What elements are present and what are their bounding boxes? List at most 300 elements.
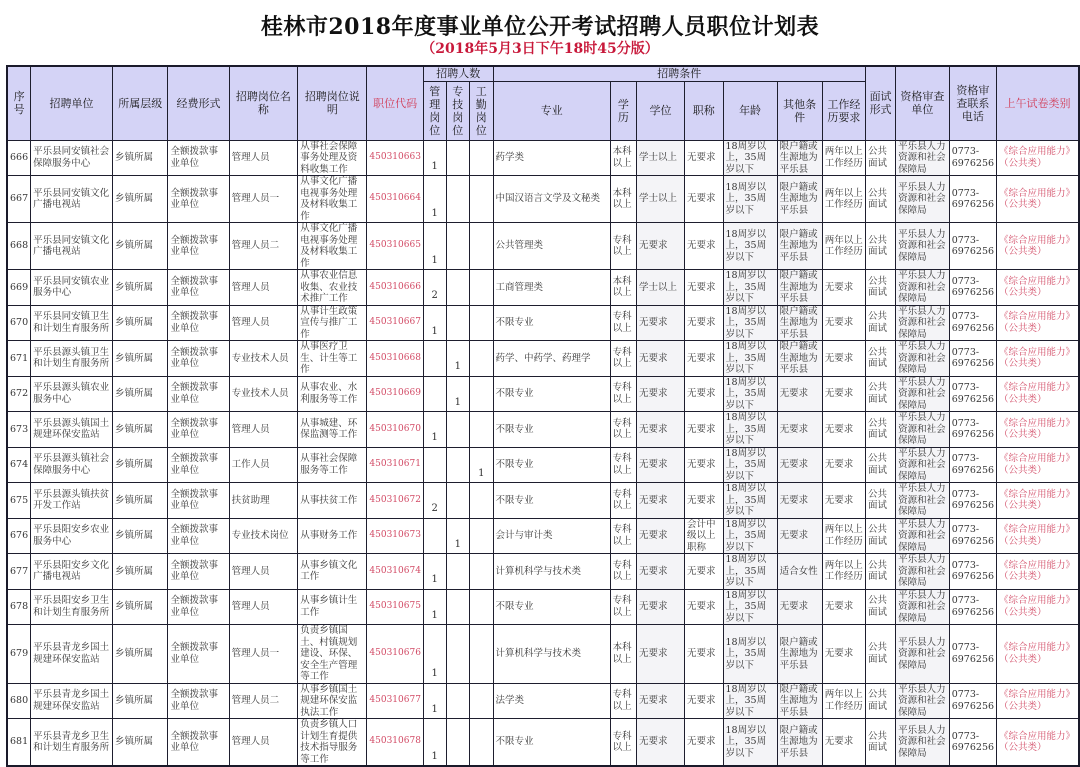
cell-level: 乡镇所属: [112, 518, 167, 554]
cell-degree: 无要求: [636, 447, 684, 483]
cell-age: 18周岁以上，35周岁以下: [723, 554, 777, 590]
cell-unit: 平乐县青龙乡国土规建环保安监站: [31, 683, 113, 719]
cell-labor: [470, 589, 494, 625]
cell-exam-type: 《综合应用能力》（公共类）: [997, 270, 1079, 306]
cell-post-desc: 从事乡镇国土规建环保安监执法工作: [298, 683, 367, 719]
cell-labor: [470, 518, 494, 554]
table-row: [7, 483, 1079, 519]
cell-index: 672: [7, 376, 31, 412]
cell-title-req: 无要求: [684, 376, 723, 412]
cell-education: 专科以上: [610, 554, 636, 590]
cell-funding: 全额拨款事业单位: [168, 683, 229, 719]
cell-education: 本科以上: [610, 176, 636, 223]
cell-funding: 全额拨款事业单位: [168, 719, 229, 767]
cell-unit: 平乐县源头镇卫生和计划生育服务所: [31, 341, 113, 377]
cell-age: 18周岁以上，35周岁以下: [723, 140, 777, 176]
cell-funding: 全额拨款事业单位: [168, 554, 229, 590]
cell-funding: 全额拨款事业单位: [168, 589, 229, 625]
header-post-code: 职位代码: [367, 66, 424, 140]
cell-post-name: 工作人员: [229, 447, 298, 483]
cell-unit: 平乐县源头镇农业服务中心: [31, 376, 113, 412]
cell-review-phone: 0773-6976256: [949, 140, 996, 176]
cell-tech: 1: [446, 518, 470, 554]
cell-labor: [470, 719, 494, 767]
cell-review-unit: 平乐县人力资源和社会保障局: [896, 447, 950, 483]
cell-experience: 无要求: [822, 270, 865, 306]
cell-interview: 公共面试: [866, 305, 896, 341]
cell-level: 乡镇所属: [112, 305, 167, 341]
cell-level: 乡镇所属: [112, 140, 167, 176]
cell-other: 限户籍或生源地为平乐县: [777, 683, 822, 719]
cell-index: 677: [7, 554, 31, 590]
cell-review-unit: 平乐县人力资源和社会保障局: [896, 554, 950, 590]
cell-index: 675: [7, 483, 31, 519]
cell-post-desc: 从事乡镇文化工作: [298, 554, 367, 590]
cell-post-name: 专业技术人员: [229, 376, 298, 412]
cell-mgmt: 1: [423, 140, 446, 176]
cell-post-code: 450310666: [367, 270, 424, 306]
cell-exam-type: 《综合应用能力》（公共类）: [997, 719, 1079, 767]
cell-education: 专科以上: [610, 719, 636, 767]
header-review-unit: 资格审查单位: [896, 66, 950, 140]
cell-education: 专科以上: [610, 412, 636, 448]
cell-mgmt: [423, 447, 446, 483]
header-age: 年龄: [723, 81, 777, 140]
cell-review-unit: 平乐县人力资源和社会保障局: [896, 683, 950, 719]
cell-mgmt: 1: [423, 223, 446, 270]
table-row: [7, 625, 1079, 684]
cell-mgmt: [423, 341, 446, 377]
cell-mgmt: [423, 376, 446, 412]
cell-funding: 全额拨款事业单位: [168, 270, 229, 306]
cell-other: 限户籍或生源地为平乐县: [777, 305, 822, 341]
cell-level: 乡镇所属: [112, 412, 167, 448]
header-title-req: 职称: [684, 81, 723, 140]
header-major: 专业: [493, 81, 610, 140]
cell-age: 18周岁以上，35周岁以下: [723, 341, 777, 377]
table-row: [7, 719, 1079, 767]
cell-other: 无要求: [777, 518, 822, 554]
cell-major: 不限专业: [493, 483, 610, 519]
cell-age: 18周岁以上，35周岁以下: [723, 483, 777, 519]
cell-education: 专科以上: [610, 305, 636, 341]
cell-post-code: 450310665: [367, 223, 424, 270]
cell-degree: 无要求: [636, 589, 684, 625]
cell-post-name: 管理人员二: [229, 683, 298, 719]
cell-tech: [446, 223, 470, 270]
cell-labor: [470, 341, 494, 377]
cell-tech: [446, 483, 470, 519]
cell-exam-type: 《综合应用能力》（公共类）: [997, 683, 1079, 719]
cell-post-code: 450310668: [367, 341, 424, 377]
cell-age: 18周岁以上，35周岁以下: [723, 683, 777, 719]
cell-age: 18周岁以上，35周岁以下: [723, 719, 777, 767]
cell-post-desc: 从事财务工作: [298, 518, 367, 554]
header-exam-type: 上午试卷类别: [997, 66, 1079, 140]
cell-other: 无要求: [777, 447, 822, 483]
cell-tech: [446, 412, 470, 448]
cell-labor: [470, 625, 494, 684]
header-level: 所属层级: [112, 66, 167, 140]
cell-index: 667: [7, 176, 31, 223]
cell-exam-type: 《综合应用能力》（公共类）: [997, 518, 1079, 554]
cell-review-unit: 平乐县人力资源和社会保障局: [896, 376, 950, 412]
cell-experience: 两年以上工作经历: [822, 554, 865, 590]
cell-mgmt: 1: [423, 625, 446, 684]
cell-tech: [446, 625, 470, 684]
cell-major: 法学类: [493, 683, 610, 719]
cell-review-phone: 0773-6976256: [949, 447, 996, 483]
header-interview: 面试形式: [866, 66, 896, 140]
cell-review-phone: 0773-6976256: [949, 518, 996, 554]
cell-major: 公共管理类: [493, 223, 610, 270]
cell-experience: 无要求: [822, 719, 865, 767]
cell-interview: 公共面试: [866, 518, 896, 554]
cell-post-desc: 从事计生政策宣传与推广工作: [298, 305, 367, 341]
header-experience: 工作经历要求: [822, 81, 865, 140]
cell-labor: [470, 683, 494, 719]
cell-interview: 公共面试: [866, 589, 896, 625]
cell-unit: 平乐县同安镇社会保障服务中心: [31, 140, 113, 176]
cell-post-name: 管理人员: [229, 719, 298, 767]
cell-funding: 全额拨款事业单位: [168, 376, 229, 412]
cell-exam-type: 《综合应用能力》（公共类）: [997, 223, 1079, 270]
table-row: [7, 270, 1079, 306]
cell-interview: 公共面试: [866, 683, 896, 719]
cell-review-unit: 平乐县人力资源和社会保障局: [896, 589, 950, 625]
cell-education: 本科以上: [610, 270, 636, 306]
cell-mgmt: 1: [423, 176, 446, 223]
cell-other: 限户籍或生源地为平乐县: [777, 140, 822, 176]
cell-post-code: 450310667: [367, 305, 424, 341]
cell-funding: 全额拨款事业单位: [168, 341, 229, 377]
cell-experience: 无要求: [822, 412, 865, 448]
cell-labor: [470, 376, 494, 412]
cell-post-code: 450310677: [367, 683, 424, 719]
cell-tech: [446, 270, 470, 306]
cell-post-code: 450310670: [367, 412, 424, 448]
cell-interview: 公共面试: [866, 140, 896, 176]
cell-degree: 无要求: [636, 341, 684, 377]
table-row: [7, 376, 1079, 412]
cell-unit: 平乐县同安镇文化广播电视站: [31, 176, 113, 223]
cell-education: 专科以上: [610, 376, 636, 412]
cell-mgmt: 1: [423, 554, 446, 590]
cell-funding: 全额拨款事业单位: [168, 483, 229, 519]
cell-unit: 平乐县阳安乡文化广播电视站: [31, 554, 113, 590]
table-row: [7, 554, 1079, 590]
cell-major: 不限专业: [493, 412, 610, 448]
cell-index: 674: [7, 447, 31, 483]
cell-review-unit: 平乐县人力资源和社会保障局: [896, 176, 950, 223]
cell-review-phone: 0773-6976256: [949, 625, 996, 684]
cell-title-req: 无要求: [684, 341, 723, 377]
table-row: [7, 589, 1079, 625]
cell-education: 本科以上: [610, 140, 636, 176]
table-row: [7, 176, 1079, 223]
cell-labor: [470, 270, 494, 306]
table-row: [7, 305, 1079, 341]
cell-tech: [446, 554, 470, 590]
cell-unit: 平乐县青龙乡国土规建环保安监站: [31, 625, 113, 684]
header-headcount-group: 招聘人数: [423, 66, 493, 81]
cell-mgmt: 2: [423, 270, 446, 306]
cell-other: 适合女性: [777, 554, 822, 590]
cell-review-phone: 0773-6976256: [949, 412, 996, 448]
cell-education: 专科以上: [610, 589, 636, 625]
cell-level: 乡镇所属: [112, 554, 167, 590]
cell-funding: 全额拨款事业单位: [168, 447, 229, 483]
cell-index: 679: [7, 625, 31, 684]
header-unit: 招聘单位: [31, 66, 113, 140]
table-row: [7, 683, 1079, 719]
cell-tech: 1: [446, 341, 470, 377]
cell-tech: [446, 589, 470, 625]
cell-age: 18周岁以上，35周岁以下: [723, 305, 777, 341]
header-review-phone: 资格审查联系电话: [949, 66, 996, 140]
cell-other: 限户籍或生源地为平乐县: [777, 341, 822, 377]
cell-education: 专科以上: [610, 483, 636, 519]
cell-title-req: 无要求: [684, 683, 723, 719]
cell-major: 不限专业: [493, 376, 610, 412]
cell-post-code: 450310669: [367, 376, 424, 412]
cell-degree: 学士以上: [636, 176, 684, 223]
cell-age: 18周岁以上，35周岁以下: [723, 447, 777, 483]
cell-age: 18周岁以上，35周岁以下: [723, 518, 777, 554]
cell-title-req: 无要求: [684, 554, 723, 590]
cell-post-name: 专业技术人员: [229, 341, 298, 377]
cell-index: 673: [7, 412, 31, 448]
header-labor: 工勤岗位: [470, 81, 494, 140]
cell-labor: [470, 140, 494, 176]
cell-major: 不限专业: [493, 719, 610, 767]
cell-degree: 无要求: [636, 625, 684, 684]
cell-experience: 两年以上工作经历: [822, 176, 865, 223]
cell-funding: 全额拨款事业单位: [168, 305, 229, 341]
cell-post-name: 管理人员一: [229, 625, 298, 684]
cell-major: 会计与审计类: [493, 518, 610, 554]
cell-labor: [470, 305, 494, 341]
cell-title-req: 无要求: [684, 625, 723, 684]
cell-review-phone: 0773-6976256: [949, 176, 996, 223]
cell-experience: 无要求: [822, 305, 865, 341]
cell-unit: 平乐县同安镇卫生和计划生育服务所: [31, 305, 113, 341]
cell-post-code: 450310672: [367, 483, 424, 519]
cell-degree: 无要求: [636, 554, 684, 590]
cell-experience: 无要求: [822, 341, 865, 377]
cell-funding: 全额拨款事业单位: [168, 625, 229, 684]
cell-unit: 平乐县阳安乡农业服务中心: [31, 518, 113, 554]
cell-age: 18周岁以上，35周岁以下: [723, 376, 777, 412]
cell-interview: 公共面试: [866, 176, 896, 223]
cell-review-unit: 平乐县人力资源和社会保障局: [896, 270, 950, 306]
cell-experience: 无要求: [822, 447, 865, 483]
cell-labor: [470, 223, 494, 270]
cell-other: 限户籍或生源地为平乐县: [777, 176, 822, 223]
cell-mgmt: 1: [423, 305, 446, 341]
cell-experience: 无要求: [822, 376, 865, 412]
cell-mgmt: [423, 518, 446, 554]
cell-exam-type: 《综合应用能力》（公共类）: [997, 341, 1079, 377]
cell-review-phone: 0773-6976256: [949, 554, 996, 590]
cell-post-desc: 从事农业信息收集、农业技术推广工作: [298, 270, 367, 306]
cell-funding: 全额拨款事业单位: [168, 518, 229, 554]
cell-index: 668: [7, 223, 31, 270]
cell-tech: [446, 176, 470, 223]
cell-review-phone: 0773-6976256: [949, 341, 996, 377]
cell-interview: 公共面试: [866, 223, 896, 270]
cell-post-desc: 从事扶贫工作: [298, 483, 367, 519]
cell-post-code: 450310678: [367, 719, 424, 767]
cell-post-code: 450310676: [367, 625, 424, 684]
cell-review-phone: 0773-6976256: [949, 270, 996, 306]
cell-post-name: 管理人员一: [229, 176, 298, 223]
cell-other: 无要求: [777, 589, 822, 625]
cell-level: 乡镇所属: [112, 683, 167, 719]
cell-funding: 全额拨款事业单位: [168, 176, 229, 223]
cell-exam-type: 《综合应用能力》（公共类）: [997, 625, 1079, 684]
cell-experience: 无要求: [822, 625, 865, 684]
cell-other: 限户籍或生源地为平乐县: [777, 270, 822, 306]
cell-unit: 平乐县阳安乡卫生和计划生育服务所: [31, 589, 113, 625]
cell-level: 乡镇所属: [112, 341, 167, 377]
cell-level: 乡镇所属: [112, 223, 167, 270]
cell-title-req: 无要求: [684, 270, 723, 306]
cell-interview: 公共面试: [866, 554, 896, 590]
cell-post-name: 管理人员: [229, 140, 298, 176]
cell-experience: 无要求: [822, 589, 865, 625]
header-education: 学历: [610, 81, 636, 140]
page-title: 桂林市2018年度事业单位公开考试招聘人员职位计划表: [260, 14, 820, 40]
cell-interview: 公共面试: [866, 483, 896, 519]
cell-review-phone: 0773-6976256: [949, 589, 996, 625]
cell-tech: [446, 719, 470, 767]
cell-post-code: 450310675: [367, 589, 424, 625]
cell-post-desc: 从事城建、环保监测等工作: [298, 412, 367, 448]
cell-review-phone: 0773-6976256: [949, 223, 996, 270]
cell-interview: 公共面试: [866, 341, 896, 377]
cell-post-name: 管理人员: [229, 270, 298, 306]
cell-title-req: 无要求: [684, 140, 723, 176]
cell-mgmt: 1: [423, 412, 446, 448]
cell-education: 专科以上: [610, 223, 636, 270]
cell-exam-type: 《综合应用能力》（公共类）: [997, 554, 1079, 590]
cell-unit: 平乐县同安镇农业服务中心: [31, 270, 113, 306]
cell-index: 670: [7, 305, 31, 341]
cell-post-name: 管理人员: [229, 412, 298, 448]
cell-level: 乡镇所属: [112, 483, 167, 519]
cell-degree: 无要求: [636, 719, 684, 767]
cell-review-unit: 平乐县人力资源和社会保障局: [896, 223, 950, 270]
cell-post-desc: 从事文化广播电视事务处理及材料收集工作: [298, 176, 367, 223]
cell-major: 不限专业: [493, 305, 610, 341]
cell-major: 中国汉语言文学及文秘类: [493, 176, 610, 223]
cell-post-code: 450310664: [367, 176, 424, 223]
cell-education: 专科以上: [610, 683, 636, 719]
cell-unit: 平乐县同安镇文化广播电视站: [31, 223, 113, 270]
table-row: [7, 140, 1079, 176]
cell-unit: 平乐县源头镇扶贫开发工作站: [31, 483, 113, 519]
cell-title-req: 无要求: [684, 176, 723, 223]
cell-degree: 无要求: [636, 483, 684, 519]
cell-tech: [446, 447, 470, 483]
cell-other: 无要求: [777, 483, 822, 519]
cell-mgmt: 1: [423, 719, 446, 767]
cell-review-phone: 0773-6976256: [949, 376, 996, 412]
header-mgmt: 管理岗位: [423, 81, 446, 140]
cell-major: 药学类: [493, 140, 610, 176]
cell-age: 18周岁以上，35周岁以下: [723, 625, 777, 684]
table-row: [7, 447, 1079, 483]
cell-level: 乡镇所属: [112, 589, 167, 625]
cell-index: 669: [7, 270, 31, 306]
cell-index: 671: [7, 341, 31, 377]
cell-labor: [470, 176, 494, 223]
cell-title-req: 无要求: [684, 589, 723, 625]
cell-education: 专科以上: [610, 518, 636, 554]
cell-age: 18周岁以上，35周岁以下: [723, 176, 777, 223]
cell-funding: 全额拨款事业单位: [168, 140, 229, 176]
cell-other: 无要求: [777, 412, 822, 448]
cell-post-name: 扶贫助理: [229, 483, 298, 519]
cell-major: 不限专业: [493, 589, 610, 625]
cell-interview: 公共面试: [866, 376, 896, 412]
cell-funding: 全额拨款事业单位: [168, 223, 229, 270]
cell-exam-type: 《综合应用能力》（公共类）: [997, 376, 1079, 412]
header-index: 序号: [7, 66, 31, 140]
table-row: [7, 518, 1079, 554]
cell-age: 18周岁以上，35周岁以下: [723, 223, 777, 270]
cell-post-desc: 从事社会保障服务等工作: [298, 447, 367, 483]
cell-tech: [446, 305, 470, 341]
cell-post-desc: 从事乡镇计生工作: [298, 589, 367, 625]
cell-post-name: 管理人员二: [229, 223, 298, 270]
cell-experience: 两年以上工作经历: [822, 223, 865, 270]
cell-labor: [470, 483, 494, 519]
cell-tech: 1: [446, 376, 470, 412]
cell-post-code: 450310671: [367, 447, 424, 483]
cell-review-unit: 平乐县人力资源和社会保障局: [896, 483, 950, 519]
cell-experience: 无要求: [822, 483, 865, 519]
cell-review-phone: 0773-6976256: [949, 719, 996, 767]
cell-post-name: 管理人员: [229, 305, 298, 341]
cell-title-req: 无要求: [684, 412, 723, 448]
cell-review-unit: 平乐县人力资源和社会保障局: [896, 625, 950, 684]
cell-degree: 学士以上: [636, 140, 684, 176]
cell-other: 限户籍或生源地为平乐县: [777, 719, 822, 767]
cell-exam-type: 《综合应用能力》（公共类）: [997, 140, 1079, 176]
cell-labor: [470, 412, 494, 448]
cell-unit: 平乐县源头镇国土规建环保安监站: [31, 412, 113, 448]
cell-mgmt: 2: [423, 483, 446, 519]
header-post-name: 招聘岗位名称: [229, 66, 298, 140]
cell-funding: 全额拨款事业单位: [168, 412, 229, 448]
cell-mgmt: 1: [423, 683, 446, 719]
cell-title-req: 无要求: [684, 719, 723, 767]
cell-exam-type: 《综合应用能力》（公共类）: [997, 483, 1079, 519]
cell-exam-type: 《综合应用能力》（公共类）: [997, 176, 1079, 223]
cell-interview: 公共面试: [866, 270, 896, 306]
cell-tech: [446, 683, 470, 719]
cell-degree: 学士以上: [636, 270, 684, 306]
table-row: [7, 223, 1079, 270]
cell-major: 不限专业: [493, 447, 610, 483]
cell-review-unit: 平乐县人力资源和社会保障局: [896, 518, 950, 554]
header-conditions-group: 招聘条件: [493, 66, 865, 81]
cell-unit: 平乐县源头镇社会保障服务中心: [31, 447, 113, 483]
cell-level: 乡镇所属: [112, 270, 167, 306]
cell-review-phone: 0773-6976256: [949, 683, 996, 719]
